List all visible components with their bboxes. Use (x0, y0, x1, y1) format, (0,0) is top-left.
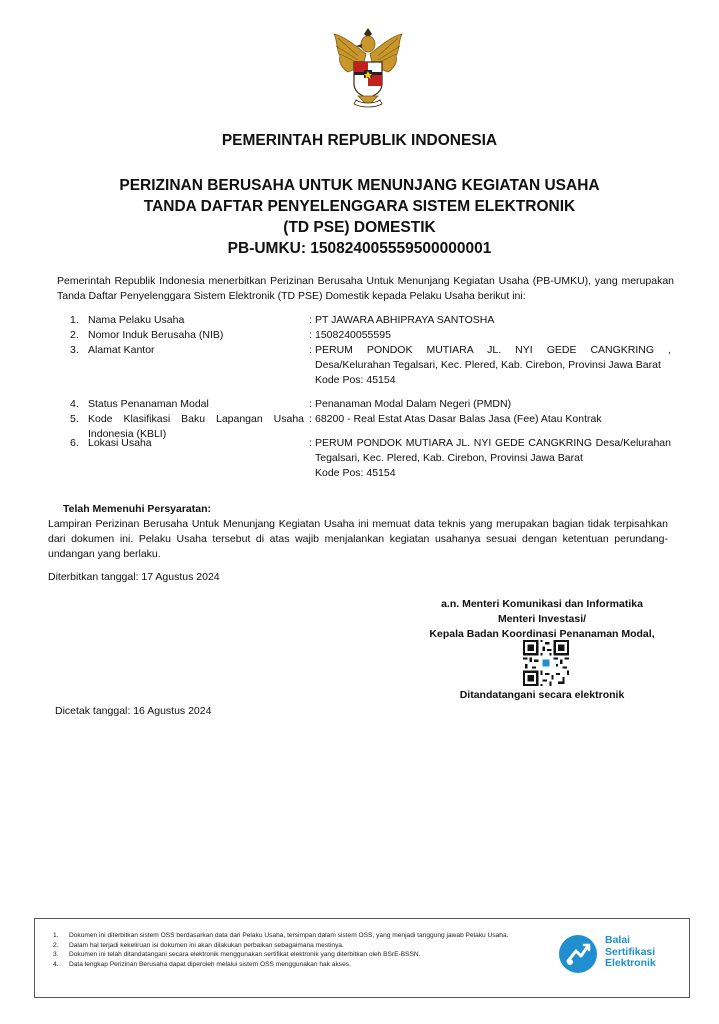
permit-number: PB-UMKU: 150824005559500000001 (227, 240, 492, 257)
item-number: 5. (70, 413, 79, 425)
item-label: Alamat Kantor (88, 344, 155, 356)
footer-note (53, 950, 553, 960)
item-label: Nama Pelaku Usaha (88, 314, 185, 326)
business-location: PERUM PONDOK MUTIARA JL. NYI GEDE CANGKRING Desa/Kelurahan Tegalsari, Kec. Plered, Kab. Cirebon, Provinsi Jawa Barat (315, 437, 671, 464)
permit-title-line: PERIZINAN BERUSAHA UNTUK MENUNJANG KEGIATAN USAHA (119, 177, 600, 194)
item-value: 1508240055595 (315, 329, 391, 341)
item-value: 68200 - Real Estat Atas Dasar Balas Jasa (Fee) Atau Kontrak (315, 413, 602, 425)
footer-note-text: Dokumen ini telah ditandatangani secara elektronik menggunakan sertifikat elektronik yang diterbitkan oleh BSrE-BSSN. (69, 951, 421, 959)
intro-paragraph: Pemerintah Republik Indonesia menerbitkan Perizinan Berusaha Untuk Menunjang Kegiatan Usaha (PB-UMKU), yang merupakan Tanda Daftar Penyelenggara Sistem Elektronik (TD PSE) Domestik kepada Pelaku Usaha berikut ini: (57, 275, 674, 302)
signature-line: a.n. Menteri Komunikasi dan Informatika (441, 598, 643, 610)
item-value (315, 343, 671, 388)
footer-note (53, 931, 553, 941)
location-postal-code: Kode Pos: 45154 (315, 467, 396, 479)
item-label: Nomor Induk Berusaha (NIB) (88, 329, 224, 341)
government-title: PEMERINTAH REPUBLIK INDONESIA (221, 132, 498, 149)
issued-date: Diterbitkan tanggal: 17 Agustus 2024 (48, 571, 220, 583)
item-value: PT JAWARA ABHIPRAYA SANTOSHA (315, 314, 495, 326)
item-number: 6. (70, 437, 79, 449)
footer-note-number: 2. (53, 941, 59, 949)
item-value (315, 436, 671, 481)
requirements-title: Telah Memenuhi Persyaratan: (63, 503, 212, 515)
item-colon: : (309, 329, 312, 341)
item-label: Kode Klasifikasi Baku Lapangan Usaha Indonesia (KBLI) (88, 413, 304, 440)
footer-note (53, 941, 553, 951)
signature-block (418, 597, 666, 642)
signature-line: Menteri Investasi/ (497, 613, 587, 625)
bsre-line: Sertifikasi (605, 945, 656, 958)
printed-date: Dicetak tanggal: 16 Agustus 2024 (55, 705, 212, 717)
footer-notes (53, 931, 553, 969)
permit-title-block (0, 175, 719, 259)
bsre-logo-icon (557, 933, 599, 975)
permit-type-line: (TD PSE) DOMESTIK (283, 219, 436, 236)
permit-subtitle-line: TANDA DAFTAR PENYELENGGARA SISTEM ELEKTRONIK (143, 198, 576, 215)
item-colon: : (309, 314, 312, 326)
item-number: 2. (70, 329, 79, 341)
footer-note-number: 4. (53, 960, 59, 968)
electronic-signature-note: Ditandatangani secara elektronik (459, 689, 625, 701)
signature-line: Kepala Badan Koordinasi Penanaman Modal, (429, 628, 655, 640)
footer-note-number: 1. (53, 932, 59, 939)
item-number: 1. (70, 314, 79, 326)
footer-note-text: Dokumen ini diterbitkan sistem OSS berdasarkan data dari Pelaku Usaha, tersimpan dalam sistem OSS, yang menjadi tanggung jawab Pelaku Usaha. (69, 932, 509, 939)
item-label: Lokasi Usaha (88, 437, 152, 449)
bsre-logo-text (605, 935, 656, 970)
item-colon: : (309, 344, 312, 356)
office-postal-code: Kode Pos: 45154 (315, 374, 396, 386)
item-colon: : (309, 413, 312, 425)
footer-notes-box (34, 918, 690, 998)
item-colon: : (309, 398, 312, 410)
bsre-line: Balai (605, 934, 631, 946)
item-value: Penanaman Modal Dalam Negeri (PMDN) (315, 398, 512, 410)
item-colon: : (309, 437, 312, 449)
qr-code-icon (523, 640, 569, 686)
requirements-body: Lampiran Perizinan Berusaha Untuk Menunjang Kegiatan Usaha ini memuat data teknis yang merupakan bagian tidak terpisahkan dari dokumen ini. Pelaku Usaha tersebut di atas wajib menjalankan kegiatan usahanya sesuai dengan ketentuan perundang-undangan yang berlaku. (48, 518, 668, 560)
bsre-line: Elektronik (605, 957, 656, 969)
garuda-emblem-icon (328, 26, 408, 108)
footer-note-text: Dalam hal terjadi kekeliruan isi dokumen ini akan dilakukan perbaikan sebagaimana mestinya. (69, 941, 344, 949)
item-number: 4. (70, 398, 79, 410)
bsre-logo (553, 929, 683, 989)
item-number: 3. (70, 344, 79, 356)
footer-note-number: 3. (53, 951, 59, 959)
footer-note-text: Data lengkap Perizinan Berusaha dapat diperoleh melalui sistem OSS menggunakan hak akses. (69, 960, 351, 968)
office-address: PERUM PONDOK MUTIARA JL. NYI GEDE CANGKRING , Desa/Kelurahan Tegalsari, Kec. Plered, Kab. Cirebon, Provinsi Jawa Barat (315, 344, 671, 371)
footer-note (53, 960, 553, 970)
item-label: Status Penanaman Modal (88, 398, 209, 410)
